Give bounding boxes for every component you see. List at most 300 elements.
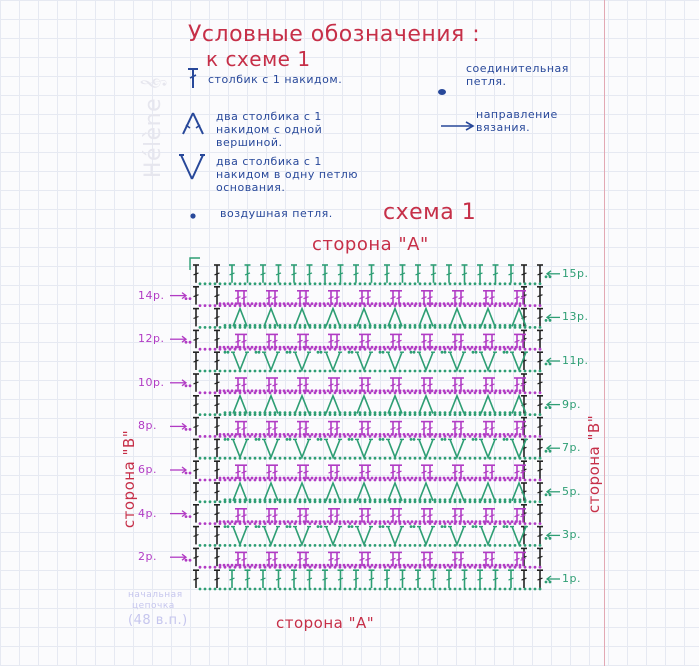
chain-dot: [264, 370, 267, 373]
chain-dot: [434, 435, 437, 438]
chain-dot: [274, 348, 277, 351]
chain-dot: [199, 544, 202, 547]
chain-dot: [524, 413, 527, 416]
chain-dot: [539, 479, 542, 482]
chain-dot: [274, 457, 277, 460]
chain-dot: [519, 413, 522, 416]
row-label-right: 13р.: [562, 310, 589, 324]
chain-dot: [371, 477, 374, 480]
dec-stitch: [326, 483, 340, 501]
chain-dot: [287, 564, 290, 567]
chain-dot: [286, 351, 289, 354]
chain-dot: [294, 566, 297, 569]
chain-dot: [511, 564, 514, 567]
chain-dot: [291, 302, 294, 305]
chain-dot: [489, 479, 492, 482]
chain-dot: [434, 479, 437, 482]
chain-dot: [314, 500, 317, 503]
chain-dot: [351, 520, 354, 523]
chain-dot: [229, 479, 232, 482]
chain-dot: [271, 302, 274, 305]
chain-dot: [274, 326, 277, 329]
chain-dot: [299, 522, 302, 525]
chain-dot: [464, 479, 467, 482]
chain-dot: [209, 479, 212, 482]
chain-dot: [374, 370, 377, 373]
chain-dot: [394, 522, 397, 525]
chain-dot: [219, 544, 222, 547]
chain-dot: [254, 348, 257, 351]
chain-dot: [414, 370, 417, 373]
chain-dot: [384, 544, 387, 547]
chain-dot: [311, 302, 314, 305]
chain-dot: [291, 477, 294, 480]
chain-dot: [534, 479, 537, 482]
chain-dot: [204, 348, 207, 351]
chain-dot: [229, 282, 232, 285]
chain-dot: [309, 413, 312, 416]
chain-dot: [404, 348, 407, 351]
chain-dot: [354, 588, 357, 591]
chain-dot: [454, 413, 457, 416]
chain-dot: [309, 544, 312, 547]
chain-dot: [354, 522, 357, 525]
chain-dot: [519, 457, 522, 460]
chain-dot: [519, 522, 522, 525]
chain-dot: [214, 544, 217, 547]
chain-dot: [339, 370, 342, 373]
chain-dot: [545, 406, 548, 409]
chain-dot: [384, 326, 387, 329]
chain-dot: [244, 566, 247, 569]
chain-dot: [489, 588, 492, 591]
chain-dot: [349, 348, 352, 351]
chain-dot: [251, 346, 254, 349]
chain-dot: [299, 282, 302, 285]
chain-dot: [364, 370, 367, 373]
legend-inc-text: два столбика с 1 накидом в одну петлю основания.: [216, 155, 359, 194]
chain-dot: [259, 457, 262, 460]
chain-dot: [414, 500, 417, 503]
chain-dot: [494, 435, 497, 438]
chain-dot: [454, 435, 457, 438]
chain-dot: [299, 500, 302, 503]
chain-dot: [294, 500, 297, 503]
chain-dot: [369, 435, 372, 438]
chain-dot: [291, 564, 294, 567]
chain-dot: [467, 302, 470, 305]
chain-dot: [311, 389, 314, 392]
chain-dot: [534, 391, 537, 394]
chain-dot: [464, 457, 467, 460]
inc-stitch: [326, 527, 340, 545]
chain-dot: [279, 544, 282, 547]
chain-dot: [427, 564, 430, 567]
chain-dot: [214, 391, 217, 394]
dec-stitch: [233, 309, 247, 327]
chain-dot: [224, 326, 227, 329]
chain-dot: [404, 544, 407, 547]
chain-dot: [524, 282, 527, 285]
chain-dot: [534, 522, 537, 525]
chain-dot: [287, 302, 290, 305]
inc-stitch: [388, 527, 402, 545]
chain-dot: [284, 544, 287, 547]
chain-dot: [479, 348, 482, 351]
chain-dot: [464, 435, 467, 438]
chain-dot: [504, 391, 507, 394]
chain-dot: [519, 326, 522, 329]
chain-dot: [487, 389, 490, 392]
chain-dot: [227, 389, 230, 392]
chain-dot: [467, 389, 470, 392]
chain-dot: [324, 282, 327, 285]
chain-dot: [294, 479, 297, 482]
chain-dot: [289, 500, 292, 503]
chain-dot: [539, 391, 542, 394]
chain-dot: [304, 479, 307, 482]
chain-dot: [269, 500, 272, 503]
chain-dot: [344, 500, 347, 503]
chain-dot: [319, 522, 322, 525]
chain-dot: [389, 304, 392, 307]
chain-dot: [384, 304, 387, 307]
chain-dot: [484, 522, 487, 525]
chain-dot: [334, 544, 337, 547]
chain-dot: [234, 413, 237, 416]
chain-dot: [349, 370, 352, 373]
chain-dot: [264, 479, 267, 482]
chain-dot: [524, 500, 527, 503]
chain-dot: [359, 391, 362, 394]
chain-dot: [224, 544, 227, 547]
dec-stitch: [388, 483, 402, 501]
chain-dot: [354, 457, 357, 460]
chain-dot: [229, 457, 232, 460]
chain-dot: [344, 413, 347, 416]
chain-dot: [464, 391, 467, 394]
chain-dot: [475, 438, 478, 441]
side-a-top-label: сторона "А": [312, 234, 429, 255]
chain-dot: [459, 391, 462, 394]
chain-dot: [409, 588, 412, 591]
chain-dot: [348, 438, 351, 441]
chain-dot: [249, 457, 252, 460]
chain-dot: [499, 544, 502, 547]
chain-dot: [404, 500, 407, 503]
chain-dot: [239, 348, 242, 351]
chain-dot: [359, 544, 362, 547]
dec-stitch: [264, 309, 278, 327]
chain-dot: [539, 413, 542, 416]
chain-dot: [209, 348, 212, 351]
chain-dot: [369, 282, 372, 285]
chain-dot: [475, 351, 478, 354]
chain-dot: [344, 326, 347, 329]
chain-dot: [504, 479, 507, 482]
chain-dot: [199, 370, 202, 373]
chain-dot: [359, 348, 362, 351]
chain-dot: [454, 544, 457, 547]
chain-dot: [514, 522, 517, 525]
chain-dot: [251, 477, 254, 480]
chain-dot: [441, 525, 444, 528]
chain-dot: [309, 479, 312, 482]
dec-stitch: [450, 309, 464, 327]
chain-dot: [499, 479, 502, 482]
chain-dot: [234, 566, 237, 569]
chain-dot: [451, 520, 454, 523]
chain-dot: [534, 435, 537, 438]
chain-dot: [444, 282, 447, 285]
chain-dot: [339, 348, 342, 351]
row-label-left: 4р.: [138, 506, 157, 520]
chain-dot: [399, 370, 402, 373]
chain-dot: [304, 435, 307, 438]
chain-dot: [354, 282, 357, 285]
chain-dot: [484, 304, 487, 307]
chain-dot: [427, 433, 430, 436]
chain-dot: [224, 479, 227, 482]
chain-dot: [244, 413, 247, 416]
chain-dot: [254, 391, 257, 394]
chain-dot: [407, 564, 410, 567]
chain-dot: [319, 588, 322, 591]
chain-dot: [271, 477, 274, 480]
chain-dot: [199, 479, 202, 482]
chain-dot: [309, 435, 312, 438]
row-label-right: 3р.: [562, 528, 581, 542]
chain-dot: [539, 348, 542, 351]
chain-dot: [320, 438, 323, 441]
chain-dot: [464, 326, 467, 329]
chain-dot: [364, 522, 367, 525]
chain-dot: [427, 477, 430, 480]
chain-dot: [539, 435, 542, 438]
chain-dot: [271, 433, 274, 436]
chain-dot: [519, 435, 522, 438]
dec-stitch: [357, 396, 371, 414]
chain-dot: [459, 435, 462, 438]
chain-dot: [459, 326, 462, 329]
chain-dot: [251, 302, 254, 305]
chain-dot: [314, 370, 317, 373]
chain-dot: [384, 566, 387, 569]
chain-dot: [384, 479, 387, 482]
chain-dot: [309, 500, 312, 503]
chain-dot: [379, 435, 382, 438]
chain-dot: [319, 391, 322, 394]
chain-dot: [329, 413, 332, 416]
chain-dot: [319, 348, 322, 351]
chain-dot: [434, 457, 437, 460]
chain-dot: [231, 564, 234, 567]
chain-dot: [319, 413, 322, 416]
chain-dot: [529, 500, 532, 503]
chain-dot: [269, 348, 272, 351]
chain-dot: [304, 370, 307, 373]
chain-dot: [254, 500, 257, 503]
chain-dot: [429, 588, 432, 591]
chain-dot: [314, 326, 317, 329]
chain-dot: [494, 413, 497, 416]
chain-dot: [309, 282, 312, 285]
chain-dot: [431, 389, 434, 392]
chain-dot: [409, 479, 412, 482]
chain-dot: [374, 326, 377, 329]
chain-dot: [384, 391, 387, 394]
chain-dot: [244, 370, 247, 373]
chain-dot: [224, 391, 227, 394]
chain-dot: [234, 544, 237, 547]
chain-dot: [534, 500, 537, 503]
chain-dot: [314, 304, 317, 307]
chain-dot: [234, 391, 237, 394]
chain-dot: [349, 500, 352, 503]
chain-dot: [294, 326, 297, 329]
chain-dot: [231, 389, 234, 392]
chain-dot: [411, 302, 414, 305]
chain-dot: [469, 479, 472, 482]
chain-dot: [199, 348, 202, 351]
chain-dot: [259, 588, 262, 591]
chain-dot: [244, 479, 247, 482]
chain-dot: [487, 520, 490, 523]
chain-dot: [371, 389, 374, 392]
chain-dot: [379, 588, 382, 591]
inc-stitch: [326, 439, 340, 457]
chain-dot: [504, 566, 507, 569]
chain-dot: [434, 413, 437, 416]
chain-dot: [344, 457, 347, 460]
chain-dot: [431, 564, 434, 567]
chain-dot: [264, 413, 267, 416]
chain-dot: [279, 413, 282, 416]
dec-stitch: [295, 483, 309, 501]
chain-dot: [258, 438, 261, 441]
chain-dot: [239, 588, 242, 591]
chain-dot: [204, 522, 207, 525]
chain-dot: [239, 566, 242, 569]
chain-dot: [264, 544, 267, 547]
chain-dot: [389, 370, 392, 373]
chain-dot: [484, 326, 487, 329]
chain-dot: [284, 500, 287, 503]
chain-dot: [264, 566, 267, 569]
chain-dot: [389, 435, 392, 438]
chain-dot: [534, 304, 537, 307]
chain-dot: [429, 522, 432, 525]
chain-dot: [219, 326, 222, 329]
chain-dot: [424, 326, 427, 329]
chain-dot: [479, 370, 482, 373]
chain-dot: [379, 457, 382, 460]
chain-dot: [199, 413, 202, 416]
chain-dot: [507, 433, 510, 436]
chain-dot: [364, 588, 367, 591]
chain-dot: [274, 479, 277, 482]
chain-dot: [479, 522, 482, 525]
row-label-left: 12р.: [138, 332, 165, 346]
chain-dot: [475, 525, 478, 528]
chain-dot: [339, 282, 342, 285]
chain-dot: [514, 304, 517, 307]
chain-dot: [459, 479, 462, 482]
chain-dot: [389, 479, 392, 482]
chain-dot: [439, 282, 442, 285]
chain-dot: [369, 457, 372, 460]
chain-dot: [339, 391, 342, 394]
chain-dot: [439, 326, 442, 329]
chain-dot: [334, 588, 337, 591]
chain-dot: [320, 525, 323, 528]
chain-dot: [334, 304, 337, 307]
chain-dot: [239, 413, 242, 416]
chain-dot: [209, 304, 212, 307]
chain-dot: [347, 477, 350, 480]
chain-dot: [244, 304, 247, 307]
chain-dot: [469, 304, 472, 307]
chain-dot: [274, 413, 277, 416]
chain-dot: [339, 500, 342, 503]
chain-dot: [387, 433, 390, 436]
chain-dot: [409, 566, 412, 569]
chain-dot: [471, 302, 474, 305]
chain-dot: [289, 544, 292, 547]
chain-dot: [339, 522, 342, 525]
chain-dot: [311, 433, 314, 436]
chain-dot: [264, 348, 267, 351]
chain-dot: [524, 370, 527, 373]
chain-dot: [394, 304, 397, 307]
chain-dot: [499, 566, 502, 569]
chain-dot: [471, 564, 474, 567]
chain-dot: [259, 435, 262, 438]
chain-dot: [259, 282, 262, 285]
chain-dot: [449, 326, 452, 329]
row-label-left: 6р.: [138, 463, 157, 476]
dec-stitch: [233, 396, 247, 414]
inc-stitch: [233, 352, 247, 370]
chain-dot: [444, 566, 447, 569]
chain-dot: [404, 435, 407, 438]
chain-dot: [287, 520, 290, 523]
chain-dot: [472, 438, 475, 441]
chain-dot: [351, 564, 354, 567]
chain-dot: [504, 326, 507, 329]
chain-dot: [459, 282, 462, 285]
chain-dot: [359, 588, 362, 591]
chain-dot: [247, 564, 250, 567]
chain-dot: [431, 520, 434, 523]
chain-dot: [545, 581, 548, 584]
chain-dot: [444, 522, 447, 525]
inc-stitch: [233, 527, 247, 545]
chain-dot: [479, 479, 482, 482]
chain-dot: [327, 477, 330, 480]
chain-dot: [264, 522, 267, 525]
chain-dot: [410, 438, 413, 441]
side-v-left-label: сторона "В": [120, 429, 139, 529]
chain-dot: [189, 559, 192, 562]
chain-dot: [449, 348, 452, 351]
chain-dot: [279, 326, 282, 329]
chain-dot: [459, 544, 462, 547]
chain-dot: [354, 413, 357, 416]
chain-dot: [269, 435, 272, 438]
chain-dot: [244, 348, 247, 351]
chain-dot: [189, 472, 192, 475]
